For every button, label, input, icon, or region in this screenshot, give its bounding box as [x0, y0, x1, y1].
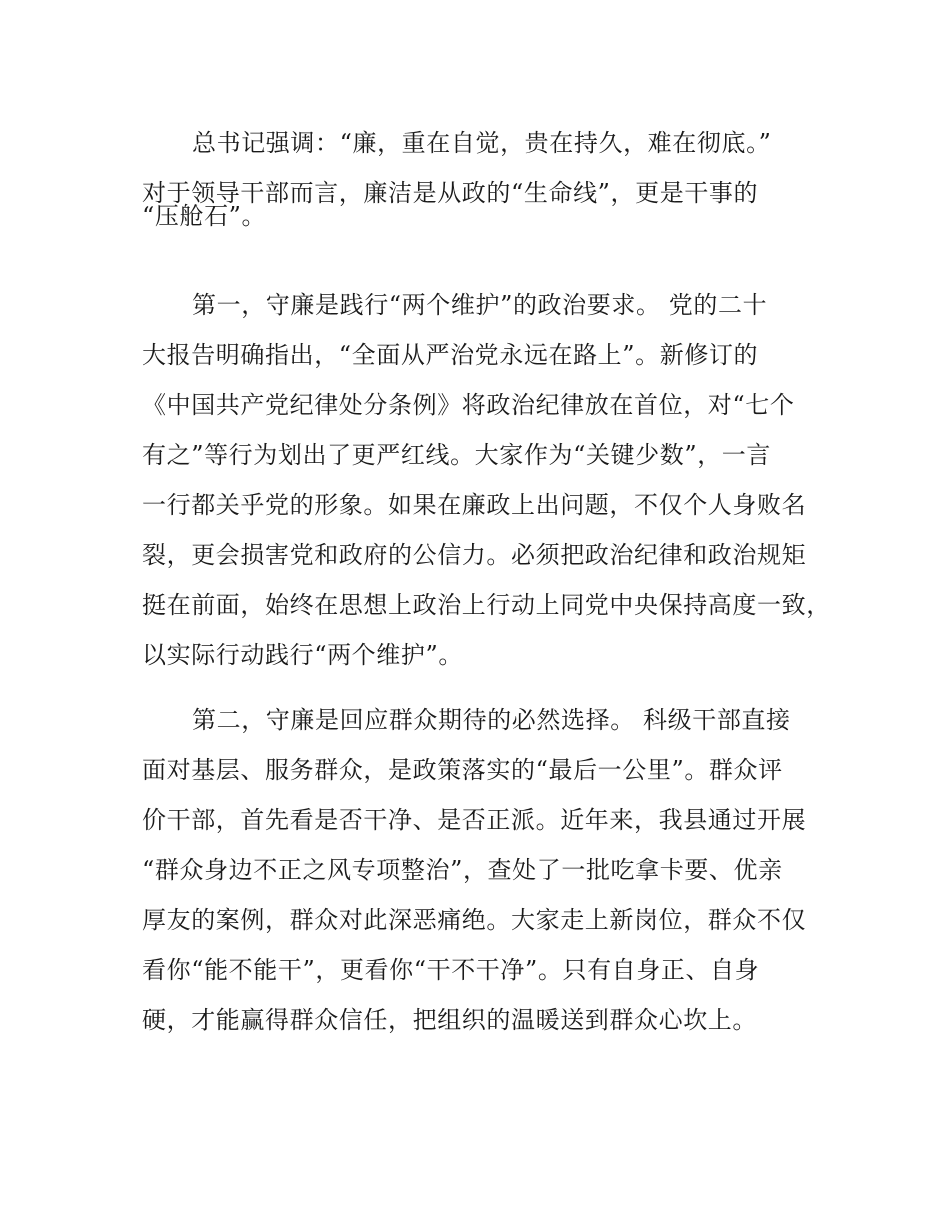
- paragraph-line: 大报告明确指出，“全面从严治党永远在路上”。新修订的: [142, 341, 759, 369]
- paragraph-line: “群众身边不正之风专项整治”，查处了一批吃拿卡要、优亲: [142, 856, 783, 884]
- paragraph-line: 看你“能不能干”，更看你“干不干净”。只有自身正、自身: [142, 956, 760, 984]
- paragraph-line: 第一，守廉是践行“两个维护”的政治要求。 党的二十: [192, 291, 768, 319]
- paragraph-line: 价干部，首先看是否干净、是否正派。近年来，我县通过开展: [142, 806, 807, 834]
- paragraph-line: 厚友的案例，群众对此深恶痛绝。大家走上新岗位，群众不仅: [142, 906, 807, 934]
- paragraph-line: 硬，才能赢得群众信任，把组织的温暖送到群众心坎上。: [142, 1006, 757, 1034]
- paragraph-line: 对于领导干部而言，廉洁是从政的“生命线”，更是干事的: [142, 179, 759, 207]
- paragraph-line: 一行都关乎党的形象。如果在廉政上出问题，不仅个人身败名: [142, 491, 807, 519]
- paragraph-line: 裂，更会损害党和政府的公信力。必须把政治纪律和政治规矩: [142, 541, 807, 569]
- paragraph-line: 有之”等行为划出了更严红线。大家作为“关键少数”，一言: [142, 441, 772, 469]
- paragraph-line: 总书记强调：“廉，重在自觉，贵在持久，难在彻底。”: [192, 129, 772, 157]
- paragraph-line: 以实际行动践行“两个维护”。: [142, 641, 463, 669]
- paragraph-line: “压舱石”。: [142, 202, 267, 230]
- paragraph-line: 挺在前面，始终在思想上政治上行动上同党中央保持高度一致，: [142, 591, 831, 619]
- paragraph-line: 《中国共产党纪律处分条例》将政治纪律放在首位，对“七个: [142, 391, 795, 419]
- paragraph-line: 面对基层、服务群众，是政策落实的“最后一公里”。群众评: [142, 756, 783, 784]
- paragraph-line: 第二，守廉是回应群众期待的必然选择。 科级干部直接: [192, 706, 791, 734]
